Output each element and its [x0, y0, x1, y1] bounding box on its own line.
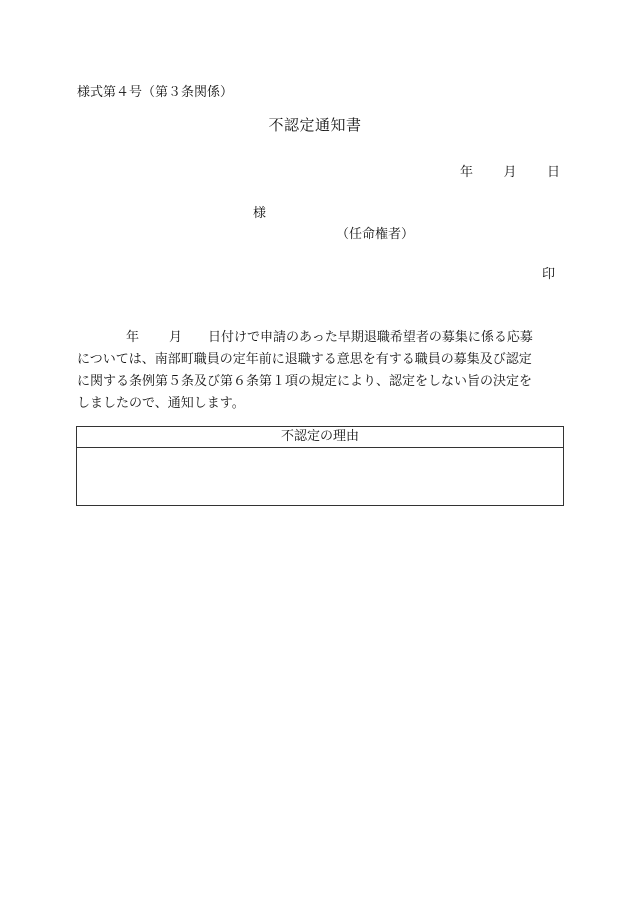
notice-body	[77, 327, 563, 415]
body-line-2: については、南部町職員の定年前に退職する意思を有する職員の募集及び認定	[77, 352, 532, 367]
body-line-3: に関する条例第５条及び第６条第１項の規定により、認定をしない旨の決定を	[77, 374, 533, 389]
seal-mark: 印	[542, 267, 556, 282]
date-month-label: 月	[503, 165, 517, 180]
body-year-label: 年	[126, 330, 140, 345]
body-month-label: 月	[169, 330, 183, 345]
reason-table-header: 不認定の理由	[77, 427, 563, 448]
body-line-1-text: 日付けで申請のあった早期退職希望者の募集に係る応募	[208, 330, 533, 345]
body-line-1	[77, 327, 563, 349]
date-year-label: 年	[460, 165, 474, 180]
reason-table-content	[77, 448, 563, 505]
date-line	[460, 166, 560, 179]
document-title: 不認定通知書	[268, 116, 362, 134]
reason-table	[76, 426, 564, 506]
body-line-4: しましたので、通知します。	[77, 396, 245, 411]
date-day-label: 日	[546, 165, 560, 180]
form-number: 様式第４号（第３条関係）	[77, 85, 234, 100]
addressee-honorific: 様	[253, 206, 267, 221]
appointer-label: （任命権者）	[336, 227, 415, 242]
